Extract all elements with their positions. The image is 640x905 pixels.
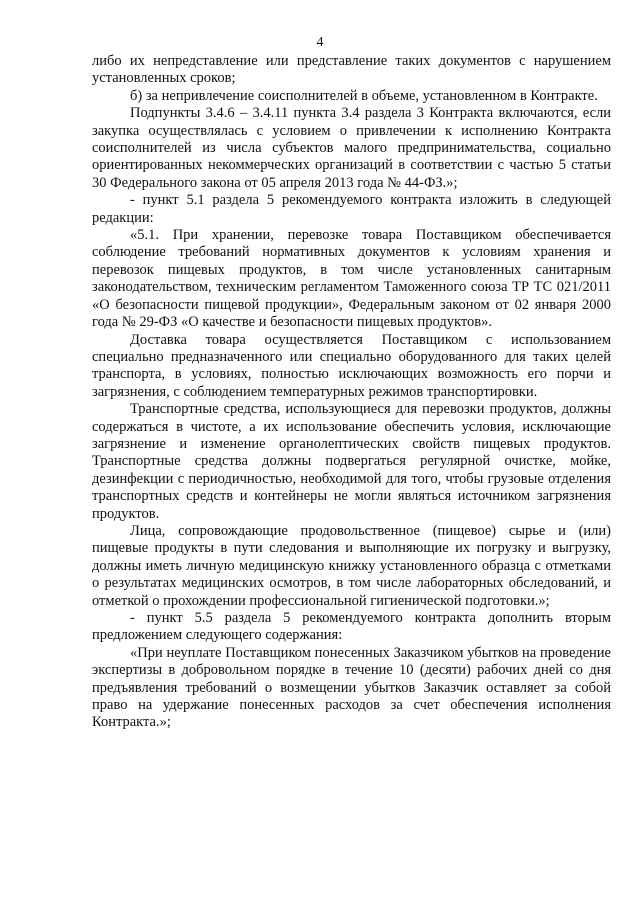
document-body (92, 53, 611, 732)
page-number: 4 (316, 35, 324, 50)
paragraph: либо их непредставление или представление таких документов с нарушением установленных сроков; (92, 53, 611, 87)
paragraph: Лица, сопровождающие продовольственное (пищевое) сырье и (или) пищевые продукты в пути следования и выполняющие их погрузку и выгрузку, должны иметь личную медицинскую книжку установленного образца с отметками о результатах медицинских осмотров, в том числе лабораторных обследований, и отметкой о прохождении профессиональной гигиенической подготовки.»; (92, 522, 611, 609)
paragraph: Транспортные средства, использующиеся для перевозки продуктов, должны содержаться в чистоте, а их использование обеспечить условия, исключающие загрязнение и изменение органолептических свойств пищевых продуктов. Транспортные средства должны подвергаться регулярной очистке, мойке, дезинфекции с периодичностью, необходимой для того, чтобы грузовые отделения транспортных средств и контейнеры не могли являться источником загрязнения продуктов. (92, 401, 611, 522)
paragraph: «При неуплате Поставщиком понесенных Заказчиком убытков на проведение экспертизы в добровольном порядке в течение 10 (десяти) рабочих дней со дня предъявления требований о возмещении убытков Заказчик оставляет за собой право на удержание понесенных расходов за счет обеспечения исполнения Контракта.»; (92, 644, 611, 731)
paragraph: Доставка товара осуществляется Поставщиком с использованием специально предназначенного или специально оборудованного для таких целей транспорта, в условиях, полностью исключающих возможность его порчи и загрязнения, с соблюдением температурных режимов транспортировки. (92, 331, 611, 400)
paragraph: - пункт 5.1 раздела 5 рекомендуемого контракта изложить в следующей редакции: (92, 192, 611, 226)
paragraph: б) за непривлечение соисполнителей в объеме, установленном в Контракте. (130, 87, 598, 104)
paragraph: - пункт 5.5 раздела 5 рекомендуемого контракта дополнить вторым предложением следующего содержания: (92, 610, 611, 644)
paragraph: Подпункты 3.4.6 – 3.4.11 пункта 3.4 раздела 3 Контракта включаются, если закупка осуществлялась с условием о привлечении к исполнению Контракта соисполнителей из числа субъектов малого предпринимательства, социально ориентированных некоммерческих организаций в соответствии с частью 5 статьи 30 Федерального закона от 05 апреля 2013 года № 44-ФЗ.»; (92, 105, 611, 191)
paragraph: «5.1. При хранении, перевозке товара Поставщиком обеспечивается соблюдение требований нормативных документов к условиям хранения и перевозок пищевых продуктов, в том числе установленных санитарным законодательством, техническим регламентом Таможенного союза ТР ТС 021/2011 «О безопасности пищевой продукции», Федеральным законом от 02 января 2000 года № 29-ФЗ «О качестве и безопасности пищевых продуктов». (92, 227, 611, 331)
